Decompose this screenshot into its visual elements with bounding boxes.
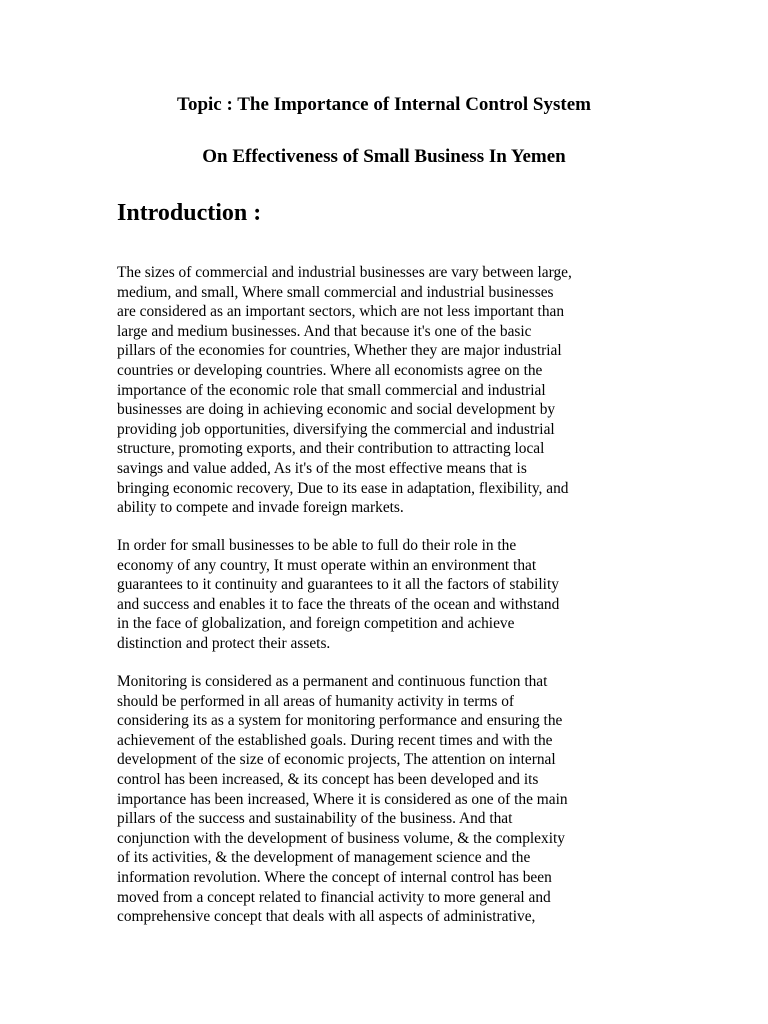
- document-title-line-1: Topic : The Importance of Internal Control System: [177, 94, 591, 115]
- paragraph-line: savings and value added, As it's of the most effective means that is: [117, 459, 527, 477]
- paragraph-3: [117, 672, 677, 927]
- paragraph-line: economy of any country, It must operate within an environment that: [117, 556, 537, 574]
- paragraph-line: countries or developing countries. Where all economists agree on the: [117, 361, 543, 379]
- paragraph-line: importance of the economic role that small commercial and industrial: [117, 381, 546, 399]
- paragraph-line: pillars of the success and sustainability of the business. And that: [117, 810, 513, 828]
- paragraph-line: development of the size of economic projects, The attention on internal: [117, 751, 556, 769]
- document-title-line-2: On Effectiveness of Small Business In Yemen: [202, 146, 566, 167]
- paragraph-line: medium, and small, Where small commercial and industrial businesses: [117, 283, 554, 301]
- paragraph-line: The sizes of commercial and industrial businesses are vary between large,: [117, 264, 572, 281]
- paragraph-line: providing job opportunities, diversifying the commercial and industrial: [117, 420, 555, 438]
- paragraph-2: [117, 536, 677, 654]
- paragraph-line: guarantees to it continuity and guarantees to it all the factors of stability: [117, 576, 559, 594]
- paragraph-line: Monitoring is considered as a permanent and continuous function that: [117, 673, 548, 690]
- paragraph-1: [117, 263, 677, 518]
- paragraph-line: considering its as a system for monitoring performance and ensuring the: [117, 712, 563, 730]
- paragraph-line: should be performed in all areas of humanity activity in terms of: [117, 692, 515, 710]
- paragraph-line: comprehensive concept that deals with all aspects of administrative,: [117, 908, 536, 926]
- paragraph-line: large and medium businesses. And that because it's one of the basic: [117, 322, 532, 340]
- paragraph-line: ability to compete and invade foreign markets.: [117, 499, 404, 517]
- paragraph-line: are considered as an important sectors, which are not less important than: [117, 303, 565, 321]
- paragraph-line: of its activities, & the development of management science and the: [117, 849, 531, 867]
- paragraph-line: and success and enables it to face the threats of the ocean and withstand: [117, 595, 560, 613]
- paragraph-line: in the face of globalization, and foreign competition and achieve: [117, 615, 515, 633]
- paragraph-line: In order for small businesses to be able to full do their role in the: [117, 537, 517, 554]
- paragraph-line: moved from a concept related to financial activity to more general and: [117, 888, 551, 906]
- paragraph-line: pillars of the economies for countries, Whether they are major industrial: [117, 342, 562, 360]
- paragraph-line: information revolution. Where the concept of internal control has been: [117, 868, 552, 886]
- section-heading-introduction: Introduction :: [117, 200, 262, 226]
- paragraph-line: distinction and protect their assets.: [117, 634, 331, 652]
- paragraph-line: businesses are doing in achieving economic and social development by: [117, 401, 556, 419]
- paragraph-line: importance has been increased, Where it is considered as one of the main: [117, 790, 568, 808]
- paragraph-line: conjunction with the development of business volume, & the complexity: [117, 829, 565, 847]
- paragraph-line: achievement of the established goals. During recent times and with the: [117, 731, 553, 749]
- paragraph-line: control has been increased, & its concept has been developed and its: [117, 770, 539, 788]
- paragraph-line: bringing economic recovery, Due to its ease in adaptation, flexibility, and: [117, 479, 569, 497]
- paragraph-line: structure, promoting exports, and their contribution to attracting local: [117, 440, 545, 458]
